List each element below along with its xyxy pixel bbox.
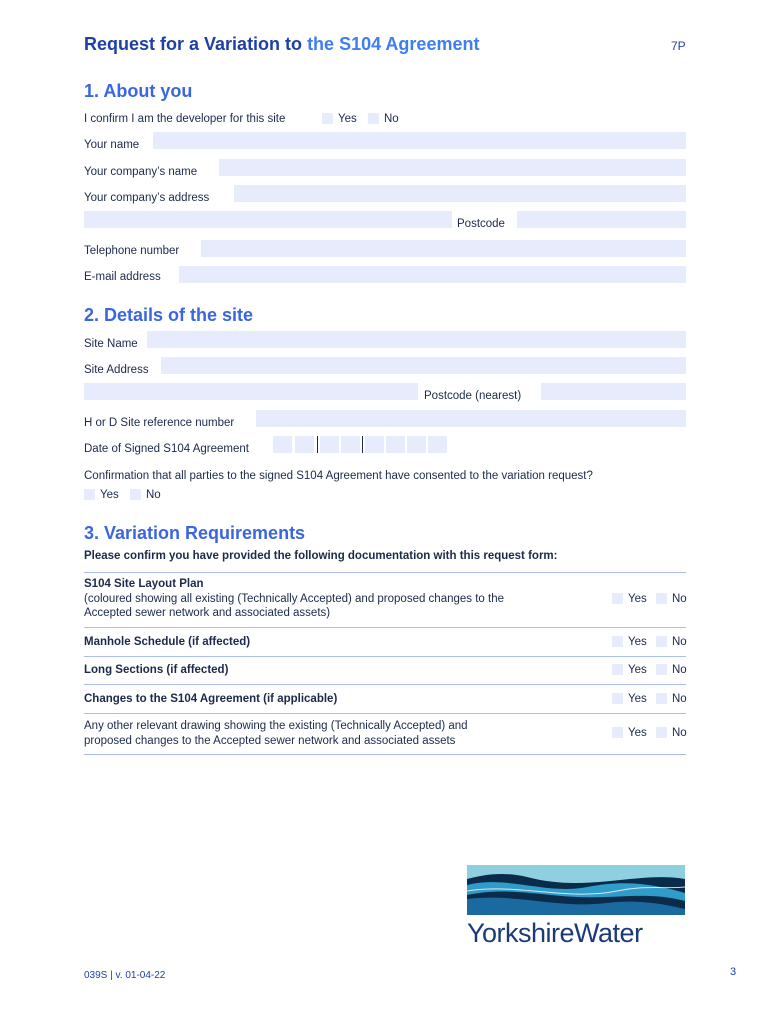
site-name-label: Site Name <box>84 338 138 350</box>
doc-5-no-option[interactable] <box>656 727 687 739</box>
date-day-2[interactable] <box>295 436 314 453</box>
your-name-field[interactable] <box>153 132 686 149</box>
consent-no-checkbox[interactable] <box>130 489 141 500</box>
section-heading-variation: 3. Variation Requirements <box>84 523 306 543</box>
company-address-field[interactable] <box>234 185 686 202</box>
doc-item-desc-line2: proposed changes to the Accepted sewer network and associated assets <box>84 735 456 747</box>
doc-2-no-checkbox[interactable] <box>656 636 667 647</box>
company-address-line2-field[interactable] <box>84 211 452 228</box>
divider <box>84 572 686 573</box>
doc-1-yes-label: Yes <box>628 593 647 605</box>
divider <box>84 754 686 755</box>
doc-3-yes-option[interactable] <box>612 664 647 676</box>
doc-5-no-label: No <box>672 727 687 739</box>
doc-1-no-checkbox[interactable] <box>656 593 667 604</box>
developer-yes-label: Yes <box>338 113 357 125</box>
consent-yes-label: Yes <box>100 489 119 501</box>
site-address-field[interactable] <box>161 357 686 374</box>
company-address-label: Your company’s address <box>84 192 210 204</box>
doc-item-desc-line1: Any other relevant drawing showing the existing (Technically Accepted) and <box>84 720 468 732</box>
doc-5-no-checkbox[interactable] <box>656 727 667 738</box>
doc-item-desc-line1: (coloured showing all existing (Technically Accepted) and proposed changes to the <box>84 593 505 605</box>
doc-item-title: Manhole Schedule (if affected) <box>84 636 251 648</box>
date-year-1[interactable] <box>365 436 384 453</box>
postcode-nearest-field[interactable] <box>541 383 686 400</box>
date-year-3[interactable] <box>407 436 426 453</box>
doc-2-no-option[interactable] <box>656 636 687 648</box>
doc-4-yes-label: Yes <box>628 693 647 705</box>
title-main: Request for a Variation to <box>84 34 303 54</box>
doc-item-title: S104 Site Layout Plan <box>84 578 204 590</box>
doc-1-no-option[interactable] <box>656 593 687 605</box>
divider <box>84 656 686 657</box>
logo-text: YorkshireWater <box>467 918 643 948</box>
title-accent: the S104 Agreement <box>307 34 480 54</box>
date-signed-field[interactable] <box>273 436 448 453</box>
doc-5-yes-checkbox[interactable] <box>612 727 623 738</box>
developer-no-option[interactable] <box>368 113 399 125</box>
developer-confirm-label: I confirm I am the developer for this site <box>84 113 286 125</box>
your-name-label: Your name <box>84 139 140 151</box>
form-code: 7P <box>671 39 686 53</box>
date-month-2[interactable] <box>341 436 360 453</box>
postcode-field[interactable] <box>517 211 686 228</box>
doc-item-title: Changes to the S104 Agreement (if applicable) <box>84 693 338 705</box>
doc-5-yes-option[interactable] <box>612 727 647 739</box>
date-separator <box>362 436 363 453</box>
doc-item-title: Long Sections (if affected) <box>84 664 229 676</box>
doc-3-no-checkbox[interactable] <box>656 664 667 675</box>
instruction-text: Please confirm you have provided the following documentation with this request form: <box>84 550 558 562</box>
divider <box>84 627 686 628</box>
developer-yes-checkbox[interactable] <box>322 113 333 124</box>
email-label: E-mail address <box>84 271 161 283</box>
date-day-1[interactable] <box>273 436 292 453</box>
doc-4-no-checkbox[interactable] <box>656 693 667 704</box>
site-ref-field[interactable] <box>256 410 686 427</box>
footer-version: 039S | v. 01-04-22 <box>84 970 166 981</box>
site-ref-label: H or D Site reference number <box>84 417 235 429</box>
date-separator <box>317 436 318 453</box>
consent-question: Confirmation that all parties to the signed S104 Agreement have consented to the variation request? <box>84 470 593 482</box>
site-address-label: Site Address <box>84 364 149 376</box>
page-title <box>84 34 479 55</box>
doc-1-no-label: No <box>672 593 687 605</box>
company-name-field[interactable] <box>219 159 686 176</box>
doc-2-yes-label: Yes <box>628 636 647 648</box>
doc-5-yes-label: Yes <box>628 727 647 739</box>
doc-2-no-label: No <box>672 636 687 648</box>
date-signed-label: Date of Signed S104 Agreement <box>84 443 249 455</box>
consent-no-option[interactable] <box>130 489 161 501</box>
yorkshire-water-logo <box>467 865 685 948</box>
postcode-label: Postcode <box>457 218 505 230</box>
consent-yes-checkbox[interactable] <box>84 489 95 500</box>
doc-4-yes-checkbox[interactable] <box>612 693 623 704</box>
section-heading-about-you: 1. About you <box>84 81 193 101</box>
telephone-field[interactable] <box>201 240 686 257</box>
date-year-2[interactable] <box>386 436 405 453</box>
developer-yes-option[interactable] <box>322 113 357 125</box>
doc-3-yes-checkbox[interactable] <box>612 664 623 675</box>
doc-4-no-option[interactable] <box>656 693 687 705</box>
doc-3-yes-label: Yes <box>628 664 647 676</box>
postcode-nearest-label: Postcode (nearest) <box>424 390 522 402</box>
telephone-label: Telephone number <box>84 245 180 257</box>
consent-yes-option[interactable] <box>84 489 119 501</box>
developer-no-label: No <box>384 113 399 125</box>
doc-2-yes-checkbox[interactable] <box>612 636 623 647</box>
divider <box>84 684 686 685</box>
date-month-1[interactable] <box>320 436 339 453</box>
consent-no-label: No <box>146 489 161 501</box>
email-field[interactable] <box>179 266 686 283</box>
page-number: 3 <box>730 966 737 978</box>
doc-4-no-label: No <box>672 693 687 705</box>
doc-3-no-option[interactable] <box>656 664 687 676</box>
section-heading-site-details: 2. Details of the site <box>84 305 254 325</box>
date-year-4[interactable] <box>428 436 447 453</box>
company-name-label: Your company’s name <box>84 166 198 178</box>
doc-3-no-label: No <box>672 664 687 676</box>
doc-1-yes-option[interactable] <box>612 593 647 605</box>
developer-no-checkbox[interactable] <box>368 113 379 124</box>
site-address-line2-field[interactable] <box>84 383 418 400</box>
site-name-field[interactable] <box>147 331 686 348</box>
divider <box>84 713 686 714</box>
doc-item-desc-line2: Accepted sewer network and associated assets) <box>84 607 331 619</box>
doc-4-yes-option[interactable] <box>612 693 647 705</box>
wave-logo-icon <box>467 865 685 915</box>
doc-1-yes-checkbox[interactable] <box>612 593 623 604</box>
doc-2-yes-option[interactable] <box>612 636 647 648</box>
